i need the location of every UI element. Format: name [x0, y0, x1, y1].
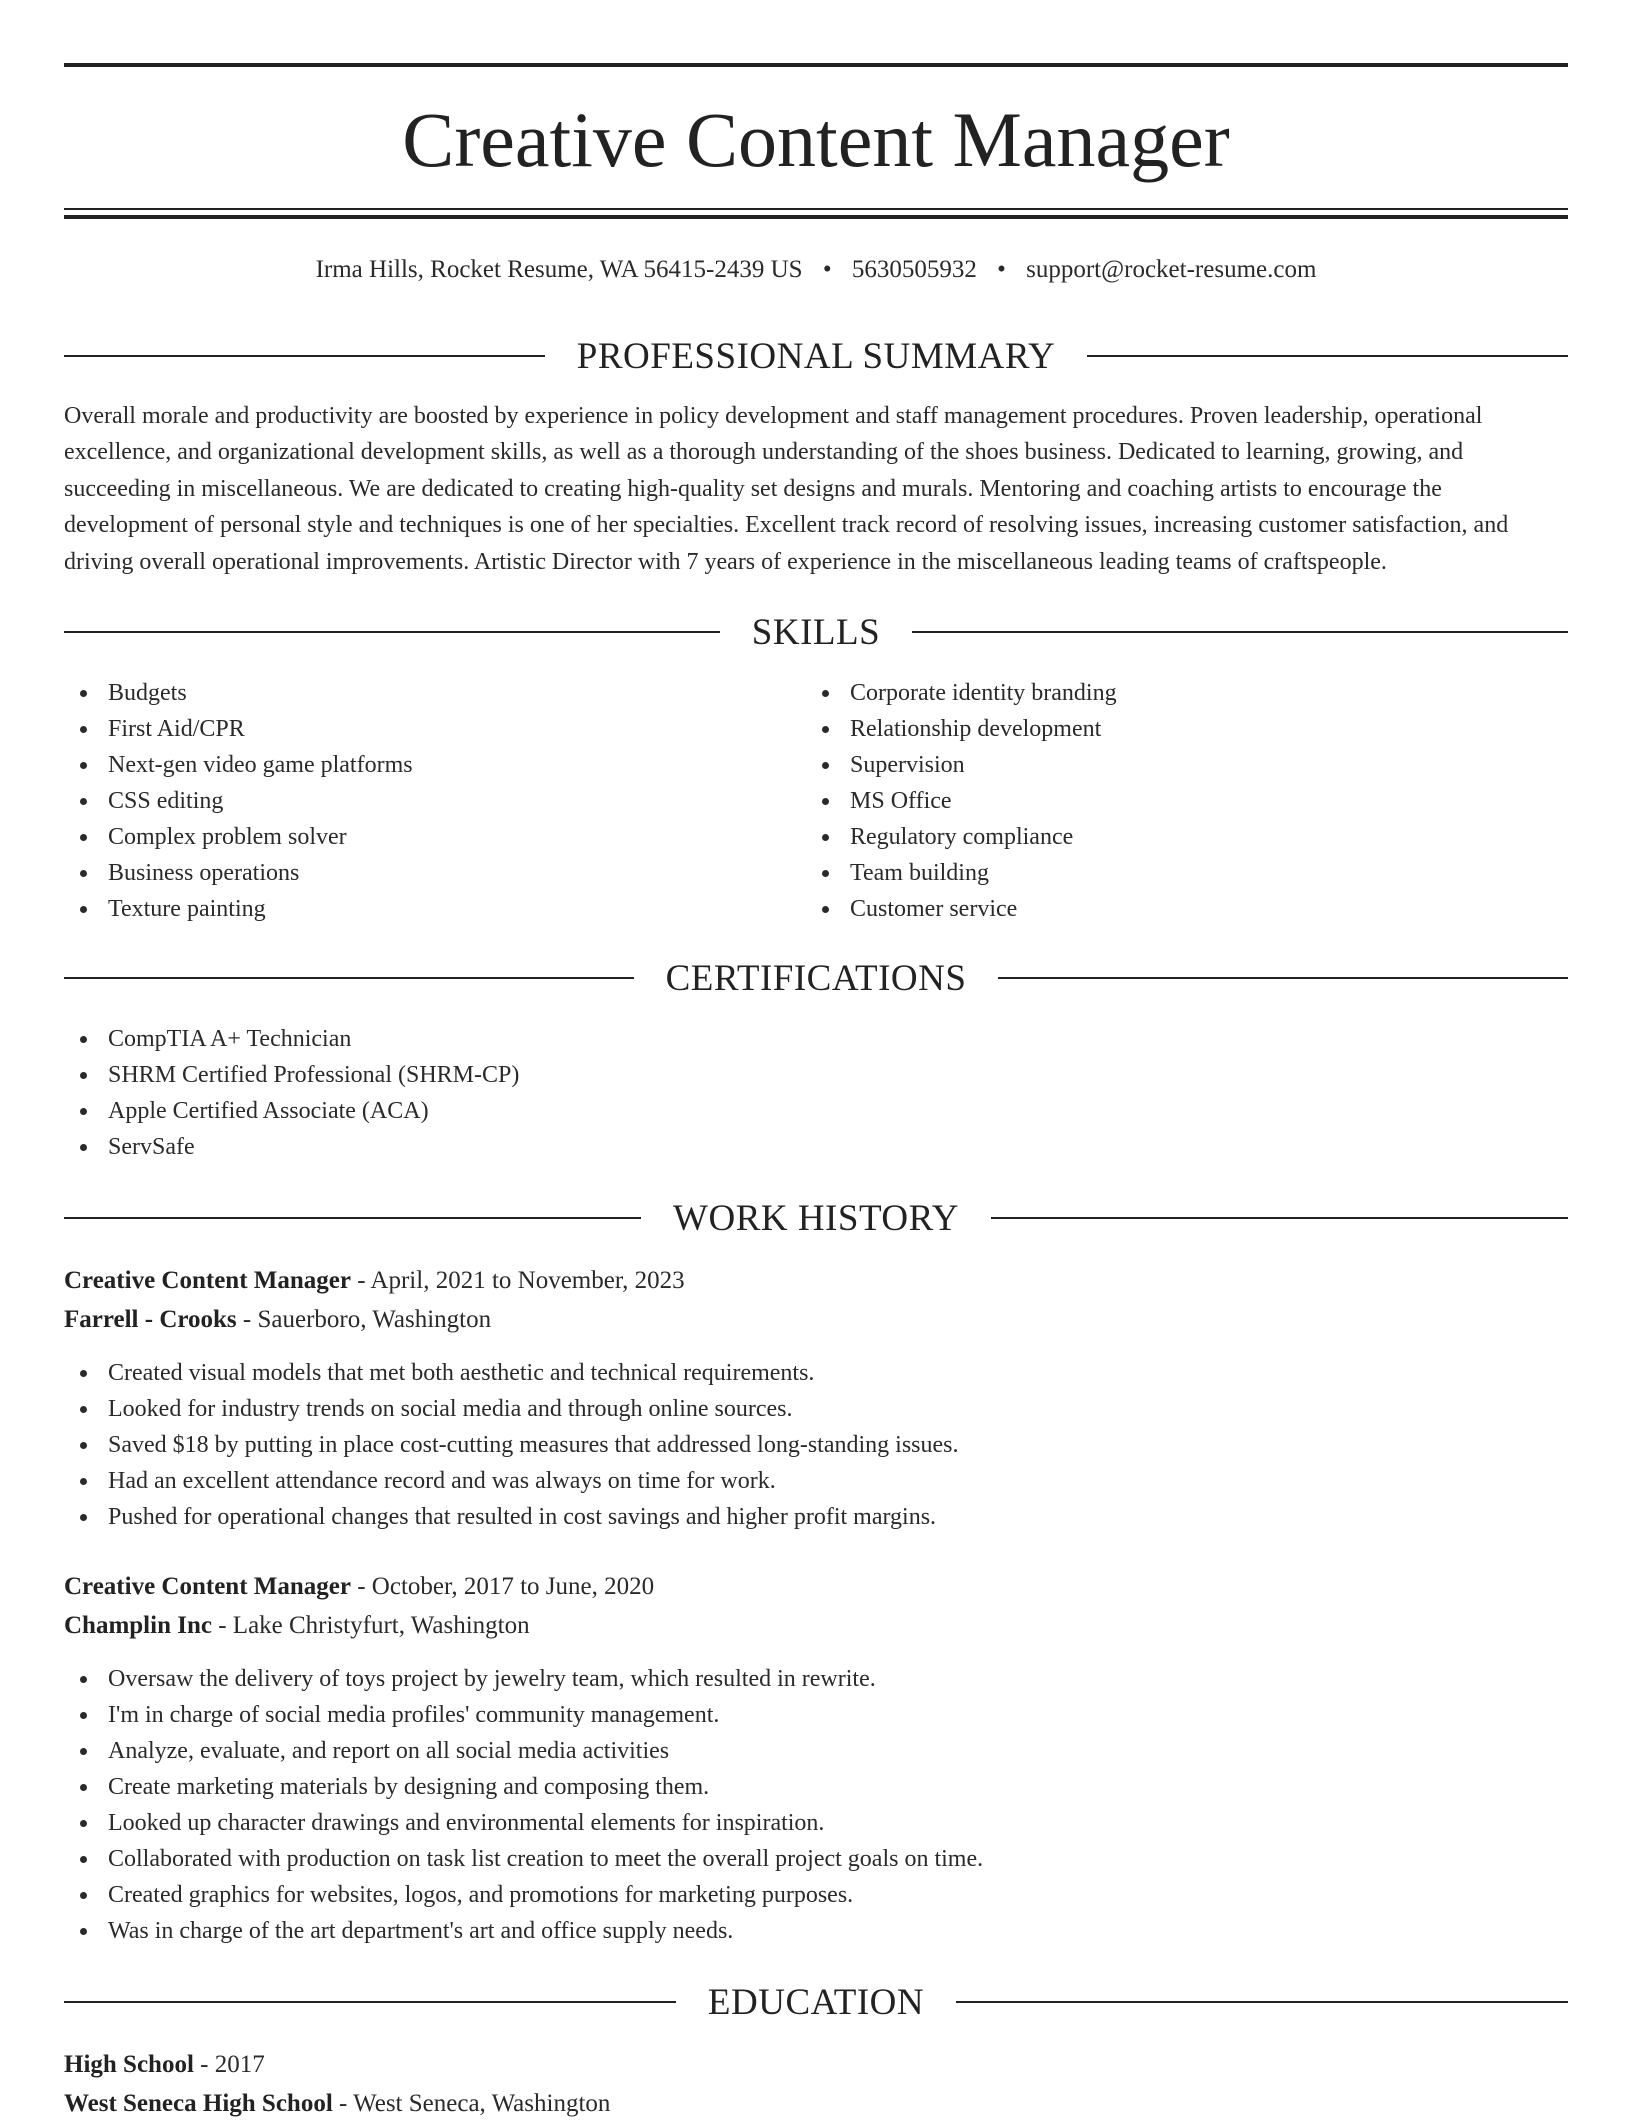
heading-rule — [64, 631, 720, 633]
section-heading-education — [64, 1980, 1568, 2024]
skills-column-left — [64, 675, 804, 927]
education-degree-line: High School - 2017 — [64, 2051, 265, 2078]
contact-separator: • — [997, 256, 1006, 283]
section-title: CERTIFICATIONS — [665, 957, 967, 999]
job-title: Creative Content Manager — [64, 1573, 351, 1600]
job-dates: April, 2021 to November, 2023 — [370, 1267, 685, 1294]
certifications-list — [64, 1021, 1568, 1165]
education-year: 2017 — [214, 2051, 265, 2078]
job-duty-item: Saved $18 by putting in place cost-cutting measures that addressed long-standing issues. — [64, 1427, 1568, 1463]
heading-rule — [64, 2001, 676, 2003]
job-dates: October, 2017 to June, 2020 — [371, 1573, 655, 1600]
heading-rule — [64, 977, 634, 979]
contact-address: Irma Hills, Rocket Resume, WA 56415-2439 US — [315, 256, 803, 283]
heading-rule — [912, 631, 1568, 633]
job-duty-item: Created graphics for websites, logos, and promotions for marketing purposes. — [64, 1877, 1568, 1913]
heading-rule — [64, 355, 545, 357]
section-heading-work-history — [64, 1196, 1568, 1240]
skills-list-left — [64, 675, 804, 927]
section-title: PROFESSIONAL SUMMARY — [576, 335, 1056, 377]
skill-item: Customer service — [806, 891, 1546, 927]
skill-item: Team building — [806, 855, 1546, 891]
job-duty-item: Analyze, evaluate, and report on all social media activities — [64, 1733, 1568, 1769]
job-company-line: Farrell - Crooks - Sauerboro, Washington — [64, 1306, 492, 1333]
job-title-line: Creative Content Manager - October, 2017 to June, 2020 — [64, 1573, 655, 1600]
education-degree: High School — [64, 2051, 194, 2078]
certification-item: ServSafe — [64, 1129, 1568, 1165]
job-company: Champlin Inc — [64, 1612, 212, 1639]
summary-text: Overall morale and productivity are boosted by experience in policy development and staff management procedures. Proven leadership, operational excellence, and organizational development skills, as well as a thorough understanding of the shoes business. Dedicated to learning, growing, and succeeding in miscellaneous. We are dedicated to creating high-quality set designs and murals. Mentoring and coaching artists to encourage the development of personal style and techniques is one of her specialties. Excellent track record of resolving issues, increasing customer satisfaction, and driving overall operational improvements. Artistic Director with 7 years of experience in the miscellaneous leading teams of craftspeople. — [64, 403, 1509, 575]
section-heading-certifications — [64, 956, 1568, 1000]
section-title: WORK HISTORY — [673, 1197, 959, 1239]
job-entry — [64, 1567, 1568, 1949]
job-duty-item: Looked up character drawings and environmental elements for inspiration. — [64, 1805, 1568, 1841]
job-location: Sauerboro, Washington — [257, 1306, 492, 1333]
heading-rule — [998, 977, 1568, 979]
job-company: Farrell - Crooks — [64, 1306, 237, 1333]
education-entry — [64, 2045, 1568, 2123]
education-school: West Seneca High School — [64, 2090, 333, 2117]
section-title: SKILLS — [751, 611, 881, 653]
contact-email: support@rocket-resume.com — [1026, 256, 1317, 283]
certification-item: SHRM Certified Professional (SHRM-CP) — [64, 1057, 1568, 1093]
education-location: West Seneca, Washington — [353, 2090, 611, 2117]
resume-title: Creative Content Manager — [402, 96, 1230, 183]
skill-item: Relationship development — [806, 711, 1546, 747]
job-company-line: Champlin Inc - Lake Christyfurt, Washington — [64, 1612, 530, 1639]
job-duty-item: Pushed for operational changes that resulted in cost savings and higher profit margins. — [64, 1499, 1568, 1535]
job-duty-item: Collaborated with production on task list creation to meet the overall project goals on time. — [64, 1841, 1568, 1877]
certification-item: Apple Certified Associate (ACA) — [64, 1093, 1568, 1129]
certification-item: CompTIA A+ Technician — [64, 1021, 1568, 1057]
job-title-line: Creative Content Manager - April, 2021 to November, 2023 — [64, 1267, 685, 1294]
certifications-block — [64, 1021, 1568, 1165]
skill-item: Budgets — [64, 675, 804, 711]
section-heading-skills — [64, 610, 1568, 654]
section-title: EDUCATION — [707, 1981, 925, 2023]
title-rule-thick — [64, 215, 1568, 219]
skill-item: Business operations — [64, 855, 804, 891]
job-duty-item: Oversaw the delivery of toys project by jewelry team, which resulted in rewrite. — [64, 1661, 1568, 1697]
heading-rule — [1087, 355, 1568, 357]
section-heading-summary — [64, 334, 1568, 378]
skill-item: Corporate identity branding — [806, 675, 1546, 711]
job-duty-item: I'm in charge of social media profiles' community management. — [64, 1697, 1568, 1733]
title-rule-thin — [64, 208, 1568, 210]
heading-rule — [64, 1217, 641, 1219]
job-title: Creative Content Manager — [64, 1267, 351, 1294]
heading-rule — [956, 2001, 1568, 2003]
skill-item: Complex problem solver — [64, 819, 804, 855]
education-school-line: West Seneca High School - West Seneca, Washington — [64, 2090, 611, 2117]
job-duty-item: Looked for industry trends on social media and through online sources. — [64, 1391, 1568, 1427]
top-rule — [64, 63, 1568, 67]
job-duties-list — [64, 1661, 1568, 1949]
skill-item: First Aid/CPR — [64, 711, 804, 747]
job-duty-item: Create marketing materials by designing and composing them. — [64, 1769, 1568, 1805]
job-duty-item: Created visual models that met both aesthetic and technical requirements. — [64, 1355, 1568, 1391]
skill-item: CSS editing — [64, 783, 804, 819]
skills-list-right — [806, 675, 1546, 927]
skill-item: Supervision — [806, 747, 1546, 783]
heading-rule — [991, 1217, 1568, 1219]
skill-item: Next-gen video game platforms — [64, 747, 804, 783]
skill-item: MS Office — [806, 783, 1546, 819]
contact-line — [64, 252, 1568, 288]
job-duty-item: Had an excellent attendance record and was always on time for work. — [64, 1463, 1568, 1499]
skill-item: Regulatory compliance — [806, 819, 1546, 855]
skills-column-right — [806, 675, 1546, 927]
job-location: Lake Christyfurt, Washington — [232, 1612, 530, 1639]
skill-item: Texture painting — [64, 891, 804, 927]
job-duties-list — [64, 1355, 1568, 1535]
contact-separator: • — [822, 256, 832, 283]
contact-phone: 5630505932 — [851, 256, 977, 283]
job-entry — [64, 1261, 1568, 1535]
job-duty-item: Was in charge of the art department's art and office supply needs. — [64, 1913, 1568, 1949]
